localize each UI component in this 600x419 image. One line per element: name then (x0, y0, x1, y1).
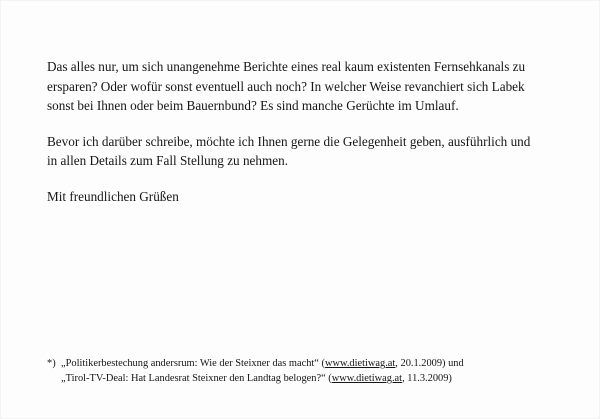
footnote-link-2[interactable]: www.dietiwag.at (331, 373, 403, 384)
footnote-date-1: , 20.1.2009) und (395, 358, 464, 369)
paragraph-line: ersparen? Oder wofür sonst eventuell auch noch? In welcher Weise revanchiert sich Labek (47, 78, 525, 94)
footnote-date-2: , 11.3.2009) (402, 373, 452, 384)
footnote-line-2 (47, 371, 587, 386)
footnote-title-2: „Tirol-TV-Deal: Hat Landesrat Steixner den Landtag belogen?“ ( (61, 373, 332, 384)
footnote-marker: *) (47, 358, 56, 369)
footnote (47, 356, 587, 386)
paragraph-line: sonst bei Ihnen oder beim Bauernbund? Es sind manche Gerüchte im Umlauf. (47, 98, 459, 113)
paragraph-line: Das alles nur, um sich unangenehme Berichte eines real kaum existenten Fernsehkanals zu (47, 59, 526, 74)
footnote-line-1 (47, 356, 587, 371)
footnote-title-1: „Politikerbestechung andersrum: Wie der Steixner das macht“ ( (61, 358, 325, 369)
paragraph-request (47, 132, 587, 171)
letter-body (47, 57, 587, 206)
paragraph-line: Bevor ich darüber schreibe, möchte ich Ihnen gerne die Gelegenheit geben, ausführlich und (47, 133, 531, 149)
footnote-link-1[interactable]: www.dietiwag.at (324, 358, 396, 369)
paragraph-line: in allen Details zum Fall Stellung zu nehmen. (47, 153, 288, 168)
closing-salutation: Mit freundlichen Grüßen (47, 188, 179, 204)
paragraph-question (47, 57, 587, 116)
